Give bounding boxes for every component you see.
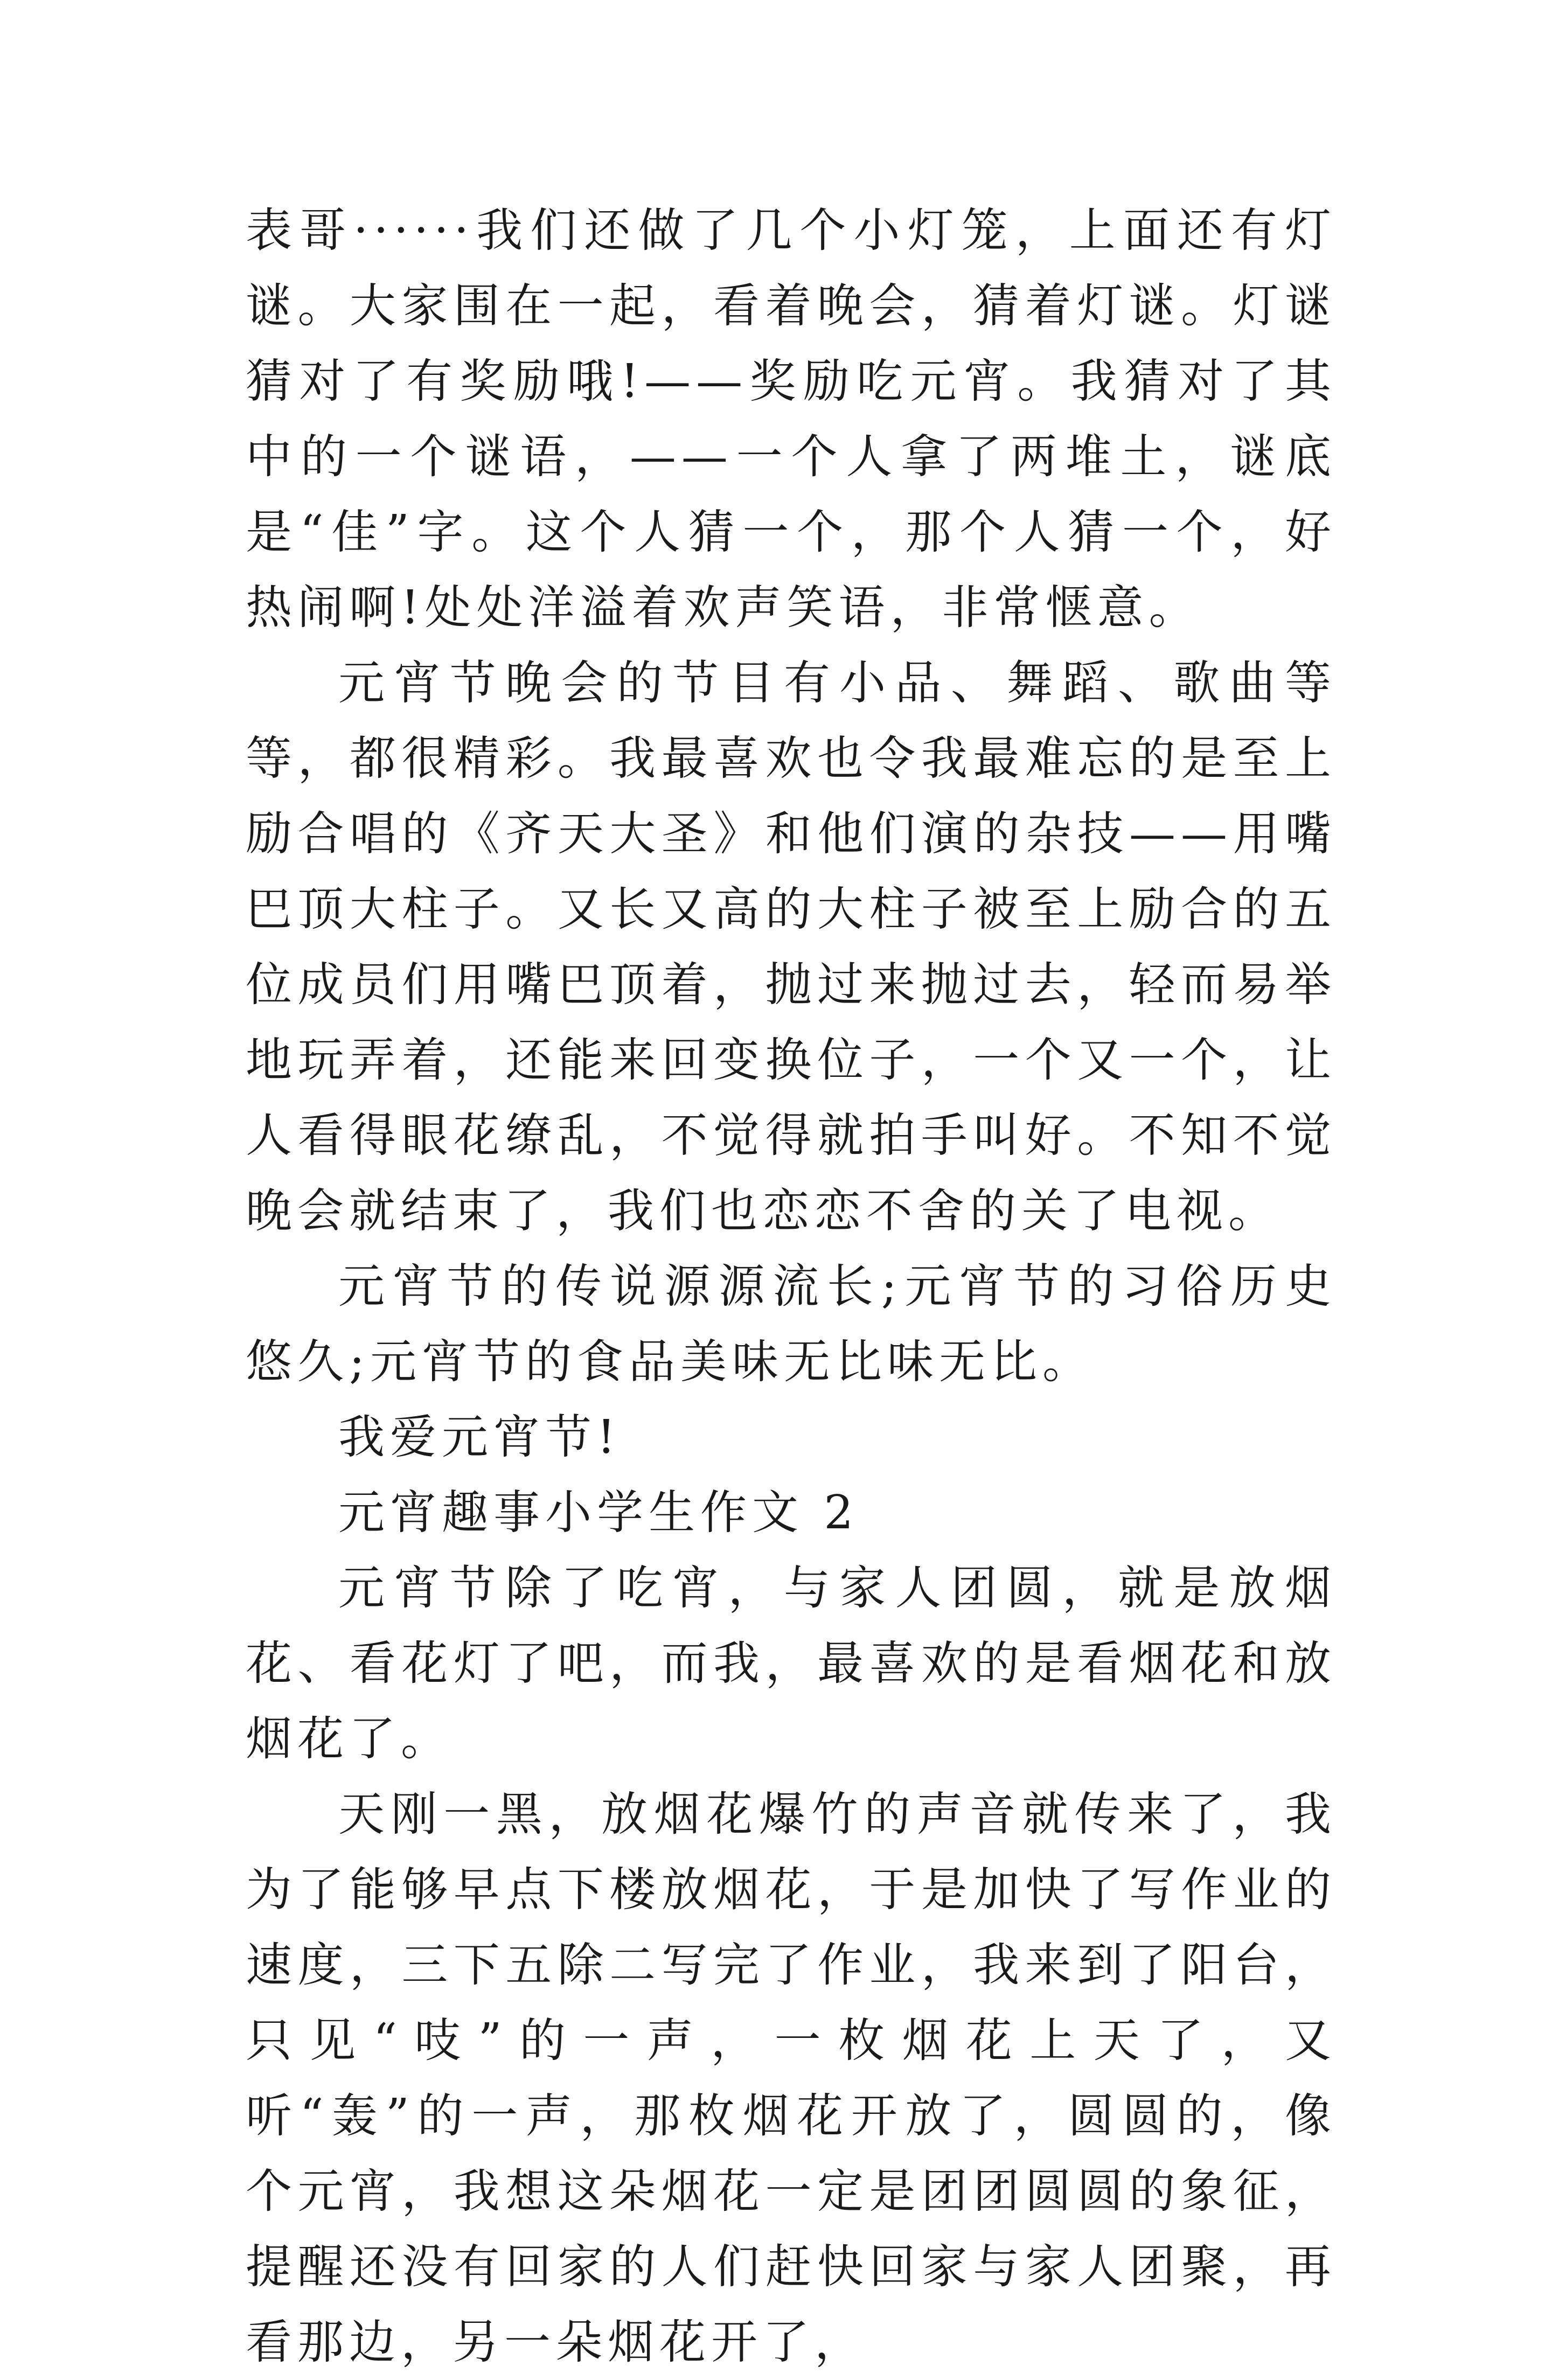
paragraph-lantern-riddles: 表哥······我们还做了几个小灯笼，上面还有灯谜。大家围在一起，看着晚会，猜着灯谜。灯谜猜对了有奖励哦!——奖励吃元宵。我猜对了其中的一个谜语，——一个人拿了两堆土，谜底是“佳”字。这个人猜一个，那个人猜一个，好热闹啊!处处洋溢着欢声笑语，非常惬意。 [246, 204, 1337, 635]
paragraph-fireworks-night: 天刚一黑，放烟花爆竹的声音就传来了，我为了能够早点下楼放烟花，于是加快了写作业的速度，三下五除二写完了作业，我来到了阳台，只见“吱”的一声，一枚烟花上天了，又听“轰”的一声，那枚烟花开放了，圆圆的，像个元宵，我想这朵烟花一定是团团圆圆的象征，提醒还没有回家的人们赶快回家与家人团聚，再看那边，另一朵烟花开了， [246, 1787, 1337, 2369]
paragraph-festival-legend: 元宵节的传说源源流长;元宵节的习俗历史悠久;元宵节的食品美味无比味无比。 [246, 1259, 1337, 1389]
paragraph-i-love-lantern-festival: 我爱元宵节! [338, 1410, 621, 1464]
paragraph-gala-program: 元宵节晚会的节目有小品、舞蹈、歌曲等等，都很精彩。我最喜欢也令我最难忘的是至上励合唱的《齐天大圣》和他们演的杂技——用嘴巴顶大柱子。又长又高的大柱子被至上励合的五位成员们用嘴巴顶着，抛过来抛过去，轻而易举地玩弄着，还能来回变换位子，一个又一个，让人看得眼花缭乱，不觉得就拍手叫好。不知不觉晚会就结束了，我们也恋恋不舍的关了电视。 [246, 656, 1337, 1238]
document-body [246, 193, 1337, 2380]
paragraph-fireworks-intro: 元宵节除了吃宵，与家人团圆，就是放烟花、看花灯了吧，而我，最喜欢的是看烟花和放烟花了。 [246, 1561, 1337, 1766]
essay-heading: 元宵趣事小学生作文 2 [338, 1486, 859, 1540]
